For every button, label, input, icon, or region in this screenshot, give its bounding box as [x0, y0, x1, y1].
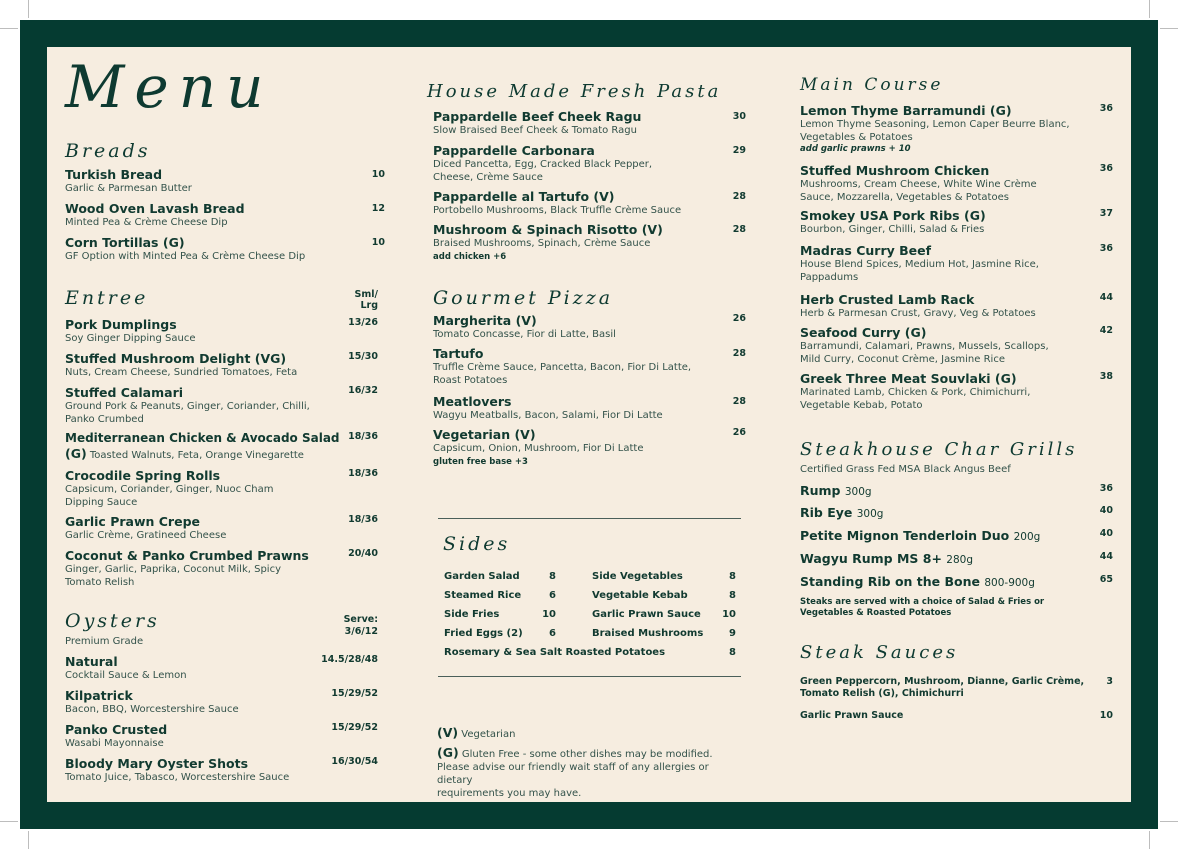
item-description: Braised Mushrooms, Spinach, Crème Sauce: [433, 238, 651, 249]
menu-item: [65, 431, 378, 462]
side-name: Vegetable Kebab: [592, 590, 688, 601]
item-description: Barramundi, Calamari, Prawns, Mussels, Scallops, Mild Curry, Coconut Crème, Jasmine Rice: [800, 341, 1049, 365]
sauce-item: [800, 710, 1113, 722]
crop-mark: [1149, 831, 1150, 849]
item-price: 28: [732, 191, 746, 202]
item-name: Pappardelle al Tartufo (V): [433, 189, 615, 204]
steak-item: [800, 551, 1113, 568]
side-price: 8: [729, 571, 736, 582]
item-name: Smokey USA Pork Ribs (G): [800, 208, 986, 223]
item-name: [800, 505, 1113, 522]
item-name: Panko Crusted: [65, 722, 168, 737]
side-name: Fried Eggs (2): [444, 628, 523, 639]
menu-item: [800, 325, 1113, 366]
menu-item: [65, 468, 378, 509]
item-price: 42: [1099, 325, 1113, 336]
menu-item: [433, 189, 746, 217]
item-name: Kilpatrick: [65, 688, 133, 703]
size-label: [337, 289, 378, 311]
side-name: Rosemary & Sea Salt Roasted Potatoes: [444, 647, 666, 658]
item-description: Wagyu Meatballs, Bacon, Salami, Fior Di Latte: [433, 410, 663, 421]
item-price: 18/36: [348, 468, 378, 479]
crop-mark: [28, 831, 29, 849]
menu-item: [65, 722, 378, 750]
menu-item: [65, 167, 385, 195]
steak-weight: 300g: [844, 486, 872, 498]
item-description: Garlic & Parmesan Butter: [65, 183, 192, 194]
item-name-cont: (G): [65, 446, 87, 461]
menu-item: [65, 756, 378, 784]
item-price: 36: [1099, 103, 1113, 114]
item-price: 26: [732, 313, 746, 324]
menu-item: [65, 351, 378, 379]
item-description: Diced Pancetta, Egg, Cracked Black Pepper, Cheese, Crème Sauce: [433, 159, 653, 183]
item-price: 18/36: [348, 431, 378, 442]
menu-item: [65, 548, 378, 589]
item-name: Crocodile Spring Rolls: [65, 468, 221, 483]
crop-mark: [1149, 0, 1150, 18]
item-price: 28: [732, 396, 746, 407]
side-name: Side Fries: [444, 609, 500, 620]
side-price: 9: [729, 628, 736, 639]
item-description: Portobello Mushrooms, Black Truffle Crème Sauce: [433, 205, 682, 216]
item-name: Stuffed Calamari: [65, 385, 184, 400]
side-item: [592, 609, 736, 620]
legend-text: Vegetarian: [461, 729, 516, 740]
item-name: Corn Tortillas (G): [65, 235, 185, 250]
item-name: Stuffed Mushroom Delight (VG): [65, 351, 287, 366]
steak-name: Wagyu Rump MS 8+: [800, 551, 942, 566]
item-price: 10: [1099, 710, 1113, 721]
item-price: 15/29/52: [331, 688, 378, 699]
item-name: [800, 574, 1113, 591]
item-description: Herb & Parmesan Crust, Gravy, Veg & Potatoes: [800, 308, 1036, 319]
menu-title: Menu: [65, 53, 274, 121]
item-price: 3: [1106, 676, 1113, 687]
steak-note-line: Steaks are served with a choice of Salad & Fries or: [800, 597, 1045, 607]
side-name: Side Vegetables: [592, 571, 683, 582]
item-price: 65: [1099, 574, 1113, 585]
item-name: Coconut & Panko Crumbed Prawns: [65, 548, 309, 563]
menu-item: [800, 292, 1113, 320]
menu-page: [47, 47, 1131, 802]
sauce-name: Tomato Relish (G), Chimichurri: [800, 688, 964, 699]
divider: [438, 676, 741, 677]
item-price: 44: [1099, 292, 1113, 303]
steak-name: Standing Rib on the Bone: [800, 574, 980, 589]
divider: [438, 518, 741, 519]
steak-note-line: Vegetables & Roasted Potatoes: [800, 608, 952, 618]
item-price: 16/30/54: [331, 756, 378, 767]
item-name: Margherita (V): [433, 313, 537, 328]
item-note: gluten free base +3: [433, 457, 528, 467]
item-price: 13/26: [348, 317, 378, 328]
menu-item: [65, 201, 385, 229]
sauces-heading: Steak Sauces: [800, 642, 959, 663]
side-price: 10: [542, 609, 556, 620]
side-price: 8: [729, 590, 736, 601]
side-item: [444, 590, 556, 601]
item-price: 12: [371, 203, 385, 214]
item-price: 28: [732, 348, 746, 359]
crop-mark: [0, 821, 18, 822]
steak-name: Rump: [800, 483, 841, 498]
item-name: Pappardelle Carbonara: [433, 143, 595, 158]
crop-mark: [1160, 821, 1178, 822]
item-name: Lemon Thyme Barramundi (G): [800, 103, 1012, 118]
item-name: Pappardelle Beef Cheek Ragu: [433, 109, 642, 124]
item-name: Turkish Bread: [65, 167, 163, 182]
pizza-heading: Gourmet Pizza: [433, 287, 614, 309]
side-name: Steamed Rice: [444, 590, 522, 601]
item-description: Tomato Concasse, Fior di Latte, Basil: [433, 329, 616, 340]
sauce-item: [800, 676, 1113, 700]
item-price: 37: [1099, 208, 1113, 219]
item-description: Soy Ginger Dipping Sauce: [65, 333, 196, 344]
item-price: 44: [1099, 551, 1113, 562]
item-name: Garlic Prawn Crepe: [65, 514, 200, 529]
item-name: [800, 528, 1113, 545]
item-description: GF Option with Minted Pea & Crème Cheese Dip: [65, 251, 306, 262]
oysters-subtitle: Premium Grade: [65, 636, 144, 647]
item-price: 15/29/52: [331, 722, 378, 733]
steak-weight: 200g: [1013, 531, 1041, 543]
item-description: Lemon Thyme Seasoning, Lemon Caper Beurre Blanc, Vegetables & Potatoes: [800, 119, 1070, 143]
item-description: Truffle Crème Sauce, Pancetta, Bacon, Fior Di Latte, Roast Potatoes: [433, 362, 692, 386]
item-description: Tomato Juice, Tabasco, Worcestershire Sauce: [65, 772, 290, 783]
item-note: add garlic prawns + 10: [800, 144, 911, 154]
item-price: 30: [732, 111, 746, 122]
side-item: [592, 571, 736, 582]
entree-heading: Entree: [65, 287, 149, 309]
legend-text: Gluten Free - some other dishes may be modified.: [461, 749, 713, 760]
item-description: Ground Pork & Peanuts, Ginger, Coriander, Chilli, Panko Crumbed: [65, 401, 310, 425]
side-item: [444, 609, 556, 620]
menu-item: [800, 371, 1113, 412]
menu-item: [433, 427, 746, 468]
item-price: 36: [1099, 163, 1113, 174]
item-price: 40: [1099, 528, 1113, 539]
item-price: 36: [1099, 483, 1113, 494]
menu-item: [65, 514, 378, 542]
serve-label: [327, 614, 378, 638]
item-description-text: Toasted Walnuts, Feta, Orange Vinegarette: [89, 450, 304, 461]
legend-vegetarian: [437, 725, 515, 741]
main-course-heading: Main Course: [800, 75, 944, 95]
item-name: [800, 551, 1113, 568]
item-description: Minted Pea & Crème Cheese Dip: [65, 217, 228, 228]
pasta-heading: House Made Fresh Pasta: [427, 81, 722, 102]
item-name: Greek Three Meat Souvlaki (G): [800, 371, 1017, 386]
item-name: Bloody Mary Oyster Shots: [65, 756, 249, 771]
item-name: Seafood Curry (G): [800, 325, 927, 340]
menu-item: [433, 394, 746, 422]
item-price: 16/32: [348, 385, 378, 396]
side-item: [444, 628, 556, 639]
item-price: 28: [732, 224, 746, 235]
item-name: Stuffed Mushroom Chicken: [800, 163, 990, 178]
item-description: Cocktail Sauce & Lemon: [65, 670, 187, 681]
item-price: 10: [371, 237, 385, 248]
menu-item: [433, 109, 746, 137]
size-label-line: Lrg: [360, 300, 378, 311]
item-name: Tartufo: [433, 346, 484, 361]
item-description: Capsicum, Coriander, Ginger, Nuoc Cham Dipping Sauce: [65, 484, 274, 508]
crop-mark: [0, 28, 18, 29]
crop-mark: [1160, 28, 1178, 29]
serve-label-line: 3/6/12: [344, 626, 378, 637]
item-name: Herb Crusted Lamb Rack: [800, 292, 975, 307]
menu-item: [433, 313, 746, 341]
serve-label-line: Serve:: [343, 614, 378, 625]
side-price: 6: [549, 628, 556, 639]
legend-code: (G): [437, 745, 459, 760]
item-name: Mediterranean Chicken & Avocado Salad: [65, 431, 340, 445]
steakhouse-subtitle: Certified Grass Fed MSA Black Angus Beef: [800, 464, 1011, 475]
item-description: Slow Braised Beef Cheek & Tomato Ragu: [433, 125, 637, 136]
item-note: add chicken +6: [433, 252, 507, 262]
menu-item: [65, 235, 385, 263]
item-name: Madras Curry Beef: [800, 243, 932, 258]
item-description: Ginger, Garlic, Paprika, Coconut Milk, Spicy Tomato Relish: [65, 564, 281, 588]
side-item: [592, 628, 736, 639]
crop-mark: [28, 0, 29, 18]
item-description: Garlic Crème, Gratineed Cheese: [65, 530, 227, 541]
item-name: [800, 483, 1113, 500]
side-item: [592, 590, 736, 601]
item-name: Meatlovers: [433, 394, 512, 409]
item-name: Mushroom & Spinach Risotto (V): [433, 222, 663, 237]
side-price: 10: [722, 609, 736, 620]
steak-weight: 300g: [856, 508, 884, 520]
side-name: Braised Mushrooms: [592, 628, 704, 639]
item-price: 10: [371, 169, 385, 180]
item-description: [65, 446, 378, 462]
steak-name: Rib Eye: [800, 505, 853, 520]
steak-item: [800, 505, 1113, 522]
item-description: Wasabi Mayonnaise: [65, 738, 164, 749]
item-description: Nuts, Cream Cheese, Sundried Tomatoes, Feta: [65, 367, 298, 378]
legend-text: Please advise our friendly wait staff of any allergies or dietary: [437, 762, 709, 786]
steak-weight: 800-900g: [984, 577, 1035, 589]
menu-item: [433, 346, 746, 387]
side-item: [444, 647, 736, 658]
item-price: 14.5/28/48: [321, 654, 378, 665]
item-description: Marinated Lamb, Chicken & Pork, Chimichurri, Vegetable Kebab, Potato: [800, 387, 1031, 411]
item-price: 36: [1099, 243, 1113, 254]
item-description: House Blend Spices, Medium Hot, Jasmine Rice, Pappadums: [800, 259, 1039, 283]
steak-weight: 280g: [946, 554, 974, 566]
side-price: 8: [729, 647, 736, 658]
legend-code: (V): [437, 725, 459, 740]
steakhouse-heading: Steakhouse Char Grills: [800, 439, 1078, 460]
steak-item: [800, 574, 1113, 591]
sides-heading: Sides: [443, 533, 511, 555]
steak-name: Petite Mignon Tenderloin Duo: [800, 528, 1010, 543]
oysters-heading: Oysters: [65, 610, 160, 632]
menu-item: [800, 163, 1113, 204]
steak-note: [800, 597, 1044, 619]
menu-item: [800, 208, 1113, 236]
item-name: Vegetarian (V): [433, 427, 536, 442]
menu-item: [65, 385, 378, 426]
item-price: 15/30: [348, 351, 378, 362]
side-name: Garlic Prawn Sauce: [592, 609, 701, 620]
legend-gluten-free: [437, 745, 737, 800]
menu-item: [433, 222, 746, 263]
item-price: 26: [732, 427, 746, 438]
menu-item: [65, 317, 378, 345]
side-name: Garden Salad: [444, 571, 520, 582]
menu-item: [65, 688, 378, 716]
item-price: 29: [732, 145, 746, 156]
menu-item: [65, 654, 378, 682]
item-name: Wood Oven Lavash Bread: [65, 201, 245, 216]
side-price: 8: [549, 571, 556, 582]
item-price: 38: [1099, 371, 1113, 382]
item-name: Pork Dumplings: [65, 317, 177, 332]
sauce-name: Garlic Prawn Sauce: [800, 710, 904, 721]
sauce-name: Green Peppercorn, Mushroom, Dianne, Garlic Crème,: [800, 676, 1085, 687]
menu-item: [433, 143, 746, 184]
menu-item: [800, 103, 1113, 155]
item-price: 20/40: [348, 548, 378, 559]
side-item: [444, 571, 556, 582]
item-price: 18/36: [348, 514, 378, 525]
item-description: Mushrooms, Cream Cheese, White Wine Crème Sauce, Mozzarella, Vegetables & Potatoes: [800, 179, 1037, 203]
size-label-line: Sml/: [354, 289, 378, 300]
breads-heading: Breads: [65, 140, 151, 162]
legend-text: requirements you may have.: [437, 788, 582, 799]
item-price: 40: [1099, 505, 1113, 516]
item-name: Natural: [65, 654, 118, 669]
side-price: 6: [549, 590, 556, 601]
steak-item: [800, 528, 1113, 545]
item-description: Bourbon, Ginger, Chilli, Salad & Fries: [800, 224, 985, 235]
menu-item: [800, 243, 1113, 284]
item-description: Bacon, BBQ, Worcestershire Sauce: [65, 704, 239, 715]
item-description: Capsicum, Onion, Mushroom, Fior Di Latte: [433, 443, 644, 454]
steak-item: [800, 483, 1113, 500]
